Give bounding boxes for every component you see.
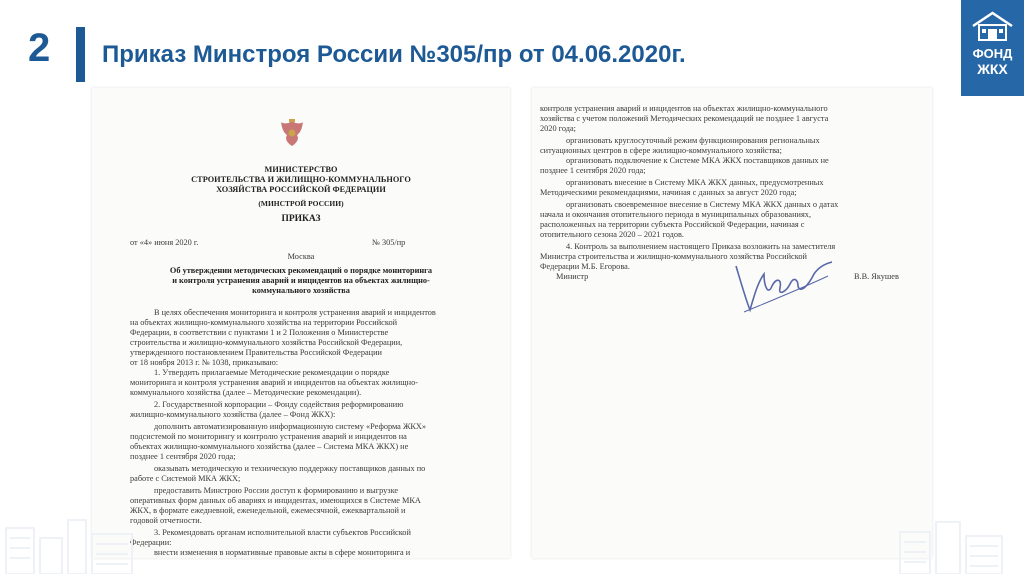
title-accent-bar xyxy=(76,27,85,82)
logo-text-line1: ФОНД xyxy=(972,46,1013,61)
body-line: организовать подключение к Системе МКА ЖКХ поставщиков данных не xyxy=(566,156,829,165)
subject-line: Об утверждении методических рекомендаций о порядке мониторинга xyxy=(169,266,433,275)
subject-line: и контроля устранения аварий и инцидентов на объектах жилищно- xyxy=(172,276,430,285)
body-line: организовать круглосуточный режим функционирования региональных xyxy=(566,136,820,145)
ministry-line: СТРОИТЕЛЬСТВА И ЖИЛИЩНО-КОММУНАЛЬНОГО xyxy=(191,175,411,184)
body-line: Министра строительства и жилищно-коммунального хозяйства Российской xyxy=(540,252,807,261)
body-line: хозяйства с учетом положений Методических рекомендаций не позднее 1 августа xyxy=(540,114,829,123)
signer-name: В.В. Якушев xyxy=(854,272,899,281)
city-skyline-decoration xyxy=(0,514,1024,574)
body-line: 2020 года; xyxy=(540,124,576,133)
body-line: на объектах жилищно-коммунального хозяйства на территории Российской xyxy=(130,318,398,327)
body-line: Федерации М.Б. Егорова. xyxy=(540,262,630,271)
body-line: годовой отчетности. xyxy=(130,516,202,525)
body-line: дополнить автоматизированную информационную систему «Реформа ЖКХ» xyxy=(154,422,427,431)
body-line: ситуационных центров в сфере жилищно-коммунального хозяйства; xyxy=(540,146,782,155)
body-line: начала и окончания отопительного периода в муниципальных образованиях, xyxy=(540,210,812,219)
body-line: мониторинга и контроля устранения аварий и инцидентов на объектах жилищно- xyxy=(130,378,419,387)
order-number: № 305/пр xyxy=(372,238,406,247)
ministry-line: МИНИСТЕРСТВО xyxy=(264,165,338,174)
order-date: от «4» июня 2020 г. xyxy=(130,238,199,247)
body-line: оказывать методическую и техническую поддержку поставщиков данных по xyxy=(154,464,426,473)
body-line: позднее 1 сентября 2020 года; xyxy=(130,452,236,461)
coat-of-arms-icon xyxy=(279,118,305,148)
body-line: 2. Государственной корпорации – Фонду содействия реформированию xyxy=(154,400,404,409)
slide-title: Приказ Минстроя России №305/пр от 04.06.2020г. xyxy=(102,41,686,68)
body-line: позднее 1 сентября 2020 года; xyxy=(540,166,646,175)
body-line: отопительного сезона 2020 – 2021 годов. xyxy=(540,230,684,239)
ministry-line: ХОЗЯЙСТВА РОССИЙСКОЙ ФЕДЕРАЦИИ xyxy=(216,185,386,194)
document-page-right xyxy=(532,88,932,558)
body-line: от 18 ноября 2013 г. № 1038, приказываю: xyxy=(130,358,279,367)
body-line: организовать внесение в Систему МКА ЖКХ данных, предусмотренных xyxy=(566,178,824,187)
body-line: подсистемой по мониторингу и контролю устранения аварий и инцидентов на xyxy=(130,432,407,441)
body-line: 3. Рекомендовать органам исполнительной власти субъектов Российской xyxy=(154,528,411,537)
logo-text-line2: ЖКХ xyxy=(977,61,1008,77)
body-line: оперативных форм данных об авариях и инцидентах, имеющихся в Системе МКА xyxy=(130,496,421,505)
body-line: расположенных на территории субъекта Российской Федерации, начиная с xyxy=(540,220,805,229)
fond-zhkh-logo xyxy=(961,0,1024,96)
subject-line: коммунального хозяйства xyxy=(252,286,350,295)
body-line: В целях обеспечения мониторинга и контроля устранения аварий и инцидентов xyxy=(154,308,436,317)
body-line: контроля устранения аварий и инцидентов на объектах жилищно-коммунального xyxy=(540,104,828,113)
ministry-short-name: (МИНСТРОЙ РОССИИ) xyxy=(258,199,344,208)
signature-icon xyxy=(728,256,838,320)
body-line: Методическими рекомендациями, начиная с данных за август 2020 года; xyxy=(540,188,797,197)
body-line: работе с Системой МКА ЖКХ; xyxy=(130,474,241,483)
body-line: внести изменения в нормативные правовые акты в сфере мониторинга и xyxy=(154,548,411,557)
body-line: коммунального хозяйства (далее – Методические рекомендации). xyxy=(130,388,362,397)
body-line: Федерации, в соответствии с пунктами 1 и 2 Положения о Министерстве xyxy=(130,328,389,337)
body-line: утвержденного постановлением Правительства Российской Федерации xyxy=(130,348,382,357)
body-line: организовать своевременное внесение в Систему МКА ЖКХ данных о датах xyxy=(566,200,839,209)
house-icon xyxy=(971,10,1014,42)
body-line: 1. Утвердить прилагаемые Методические рекомендации о порядке xyxy=(154,368,390,377)
document-page-left xyxy=(92,88,510,558)
body-line: жилищно-коммунального хозяйства (далее – Фонд ЖКХ): xyxy=(130,410,336,419)
body-line: строительства и жилищно-коммунального хозяйства Российской Федерации, xyxy=(130,338,403,347)
slide-number: 2 xyxy=(28,26,51,70)
doc-type: ПРИКАЗ xyxy=(281,214,321,224)
signer-title: Министр xyxy=(556,272,589,281)
body-line: объектах жилищно-коммунального хозяйства (далее – Система МКА ЖКХ) не xyxy=(130,442,409,451)
body-line: Федерации: xyxy=(130,538,172,547)
city: Москва xyxy=(287,252,315,261)
body-line: ЖКХ, в формате ежедневной, еженедельной, ежемесячной, ежеквартальной и xyxy=(130,506,406,515)
body-line: предоставить Минстрою России доступ к формированию и выгрузке xyxy=(154,486,399,495)
body-line: 4. Контроль за выполнением настоящего Приказа возложить на заместителя xyxy=(566,242,836,251)
